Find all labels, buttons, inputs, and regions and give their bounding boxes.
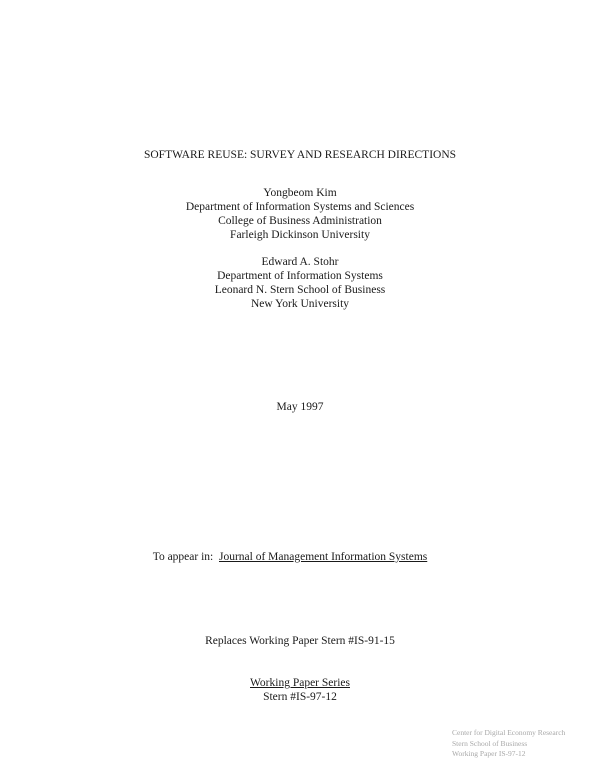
author-affiliation: Farleigh Dickinson University (230, 229, 370, 241)
author-affiliation: Leonard N. Stern School of Business (214, 284, 386, 296)
author-affiliation: College of Business Administration (218, 215, 382, 227)
author-affiliation: New York University (250, 298, 350, 310)
series-label: Working Paper Series (250, 677, 350, 689)
paper-title: SOFTWARE REUSE: SURVEY AND RESEARCH DIRECTIONS (143, 149, 457, 161)
author-name: Edward A. Stohr (261, 256, 339, 268)
replaces-note: Replaces Working Paper Stern #IS-91-15 (205, 635, 395, 647)
stamp-line: Stern School of Business (452, 738, 528, 748)
date: May 1997 (276, 401, 324, 413)
stamp-line: Working Paper IS-97-12 (452, 749, 526, 758)
author-affiliation: Department of Information Systems and Sciences (185, 201, 415, 213)
author-name: Yongbeom Kim (263, 187, 337, 199)
stamp-line: Center for Digital Economy Research (452, 728, 566, 737)
appear-in (0, 550, 590, 564)
series-number: Stern #IS-97-12 (263, 691, 337, 703)
author-affiliation: Department of Information Systems (217, 270, 383, 282)
archive-stamp (452, 728, 565, 760)
appear-prefix: To appear in: (152, 551, 214, 563)
journal-name: Journal of Management Information Systems (219, 551, 428, 563)
